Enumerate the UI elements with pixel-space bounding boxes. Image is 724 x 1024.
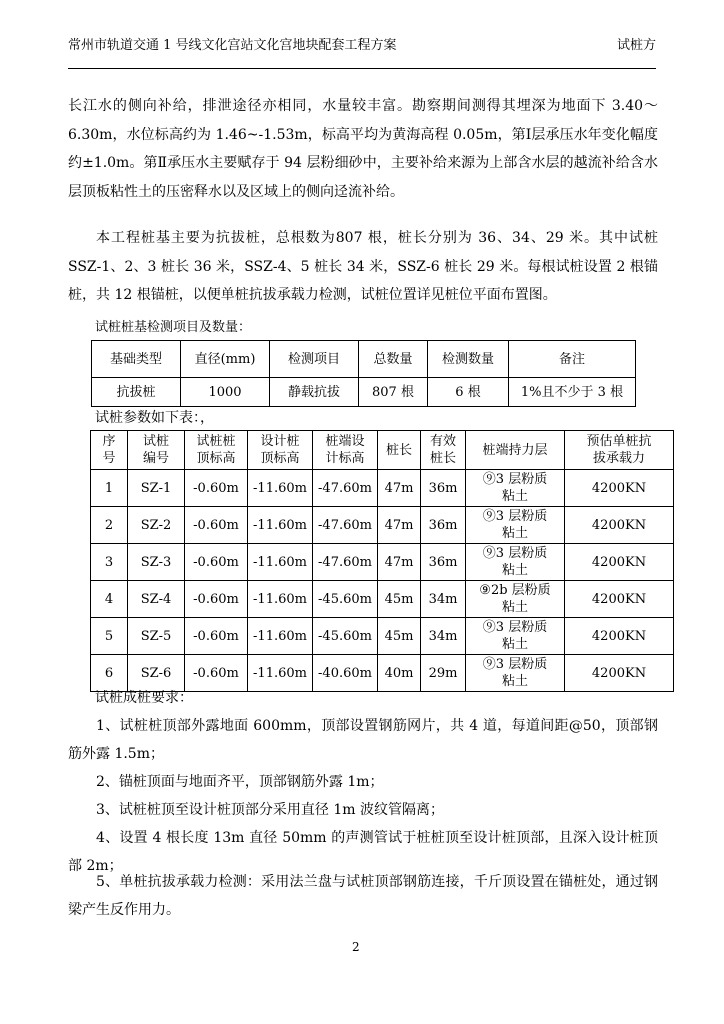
table-cell: -0.60m [185,581,248,618]
table-cell: 4200KN [565,507,674,544]
table-cell: 36m [421,507,466,544]
test-quantity-table [91,340,636,407]
table-cell [466,618,565,655]
cell-line: 粘土 [501,563,528,578]
table-cell: -45.60m [313,618,378,655]
requirement-item-3: 3、试桩桩顶至设计桩顶部分采用直径 1m 波纹管隔离； [96,802,444,818]
table-cell: 45m [378,618,421,655]
table-cell [466,581,565,618]
table-cell: SZ-2 [128,507,185,544]
table-cell: SZ-5 [128,618,185,655]
table-cell: 1%且不少于 3 根 [509,378,636,407]
table-cell: -0.60m [185,470,248,507]
cell-line: ⑨3 层粉质 [482,620,548,635]
cell-line: ⑨3 层粉质 [482,509,548,524]
table-header-cell [248,431,313,470]
table-cell [466,507,565,544]
header-line: 桩端设 [325,434,365,449]
table-cell: -45.60m [313,581,378,618]
table-row [91,470,674,507]
paragraph-pile-overview: 本工程桩基主要为抗拔桩，总根数为807 根，桩长分别为 36、34、29 米。其中试桩 SSZ-1、2、3 桩长 36 米，SSZ-4、5 桩长 34 米，SSZ-6 桩长 29 米。每根试桩设置 2 根锚桩，共 12 根锚桩，以便单桩抗拔承载力检测，试桩位置详见桩位平面布置图。 [68,230,658,303]
table-cell: 5 [91,618,128,655]
table-cell: 45m [378,581,421,618]
table-header-cell [466,431,565,470]
table-cell: 1000 [181,378,270,407]
table-cell: SZ-6 [128,655,185,692]
header-line: 设计桩 [260,434,300,449]
table-cell: -11.60m [248,581,313,618]
table-cell: 47m [378,544,421,581]
header-line: 顶标高 [260,451,300,466]
table-cell: 807 根 [359,378,428,407]
page-number: 2 [352,940,360,954]
table-cell: 40m [378,655,421,692]
table-cell: -0.60m [185,544,248,581]
table-cell: 34m [421,581,466,618]
table-cell: -47.60m [313,470,378,507]
table-cell: 36m [421,544,466,581]
table-cell [466,655,565,692]
header-line: 号 [102,451,116,466]
table-cell: 1 [91,470,128,507]
requirement-item-2: 2、锚桩顶面与地面齐平，顶部钢筋外露 1m； [96,774,384,790]
cell-line: ⑨3 层粉质 [482,472,548,487]
header-line: 桩长 [429,451,456,466]
table-cell: 3 [91,544,128,581]
table-cell: 4200KN [565,581,674,618]
table-header-cell [421,431,466,470]
table2-caption: 试桩参数如下表：， [95,410,214,426]
header-line: 预估单桩抗 [586,434,652,449]
cell-line: ⑨2b 层粉质 [479,583,551,598]
table-cell: -47.60m [313,544,378,581]
header-line: 计标高 [325,451,365,466]
table-header-cell: 总数量 [359,341,428,378]
table-row [91,581,674,618]
table-cell: 静载抗拔 [270,378,359,407]
table-header-cell [313,431,378,470]
table-cell: -0.60m [185,655,248,692]
table-cell: 47m [378,470,421,507]
table-row [92,378,636,407]
table-header-cell [185,431,248,470]
table-cell [466,470,565,507]
header-line: 试桩 [142,434,169,449]
table-cell: 6 根 [428,378,509,407]
table-cell: 2 [91,507,128,544]
table-row [91,507,674,544]
header-line: 桩长 [385,442,412,458]
header-title: 常州市轨道交通 1 号线文化宫站文化宫地块配套工程方案 [68,38,397,53]
table-cell: -11.60m [248,618,313,655]
table-row [91,618,674,655]
header-line: 顶标高 [196,451,236,466]
table-cell: -47.60m [313,507,378,544]
table-header-cell [91,431,128,470]
cell-line: 粘土 [501,637,528,652]
header-line: 序 [102,434,116,449]
table-cell: 4200KN [565,655,674,692]
cell-line: 粘土 [501,600,528,615]
table-cell: 36m [421,470,466,507]
header-section: 试桩方 [616,38,656,53]
table-header-cell: 备注 [509,341,636,378]
table-cell: 47m [378,507,421,544]
table-cell: SZ-3 [128,544,185,581]
table-header-cell [565,431,674,470]
cell-line: 粘土 [501,526,528,541]
table-header-cell: 检测项目 [270,341,359,378]
test-pile-parameters-table [90,430,674,692]
cell-line: ⑨3 层粉质 [482,657,548,672]
table-cell: 34m [421,618,466,655]
table-cell: 6 [91,655,128,692]
table-cell: SZ-1 [128,470,185,507]
table-cell: -11.60m [248,470,313,507]
table-cell: 4200KN [565,470,674,507]
paragraph-groundwater: 长江水的侧向补给，排泄途径亦相同，水量较丰富。勘察期间测得其埋深为地面下 3.40～6.30m，水位标高约为 1.46~-1.53m，标高平均为黄海高程 0.05m，第Ⅰ层承压水年变化幅度约±1.0m。第Ⅱ承压水主要赋存于 94 层粉细砂中，主要补给来源为上部含水层的越流补给含水层顶板粘性土的压密释水以及区域上的侧向迳流补给。 [68,98,658,200]
table-header-cell [378,431,421,470]
table-header-cell: 检测数量 [428,341,509,378]
table1-caption: 试桩桩基检测项目及数量： [95,320,252,335]
table-cell: 29m [421,655,466,692]
table-header-cell: 直径(mm) [181,341,270,378]
table-cell: 抗拔桩 [92,378,181,407]
table-cell: -11.60m [248,655,313,692]
header-line: 桩端持力层 [482,442,548,458]
requirement-item-1: 1、试桩桩顶部外露地面 600mm，顶部设置钢筋网片，共 4 道，每道间距@50，顶部钢筋外露 1.5m； [68,718,658,762]
table-cell [466,544,565,581]
table-cell: -0.60m [185,618,248,655]
table-row [91,544,674,581]
header-line: 有效 [429,434,456,449]
table-cell: 4200KN [565,618,674,655]
table-cell: SZ-4 [128,581,185,618]
table-cell: -0.60m [185,507,248,544]
requirements-title: 试桩成桩要求： [95,690,193,706]
table-cell: 4 [91,581,128,618]
header-line: 试桩桩 [196,434,236,449]
cell-line: 粘土 [501,489,528,504]
table-row [91,655,674,692]
table-cell: -11.60m [248,507,313,544]
header-divider [68,68,656,69]
requirement-item-5: 5、单桩抗拔承载力检测：采用法兰盘与试桩顶部钢筋连接，千斤顶设置在锚桩处，通过钢梁产生反作用力。 [68,874,658,918]
header-line: 拔承载力 [592,451,645,466]
cell-line: ⑨3 层粉质 [482,546,548,561]
table-header-row [91,431,674,470]
table-header-cell: 基础类型 [92,341,181,378]
table-cell: -40.60m [313,655,378,692]
cell-line: 粘土 [501,674,528,689]
header-line: 编号 [142,451,169,466]
requirement-item-4: 4、设置 4 根长度 13m 直径 50mm 的声测管试于桩桩顶至设计桩顶部，且深入设计桩顶部 2m； [68,830,658,874]
table-header-cell [128,431,185,470]
table-header-row [92,341,636,378]
table-cell: -11.60m [248,544,313,581]
table-cell: 4200KN [565,544,674,581]
